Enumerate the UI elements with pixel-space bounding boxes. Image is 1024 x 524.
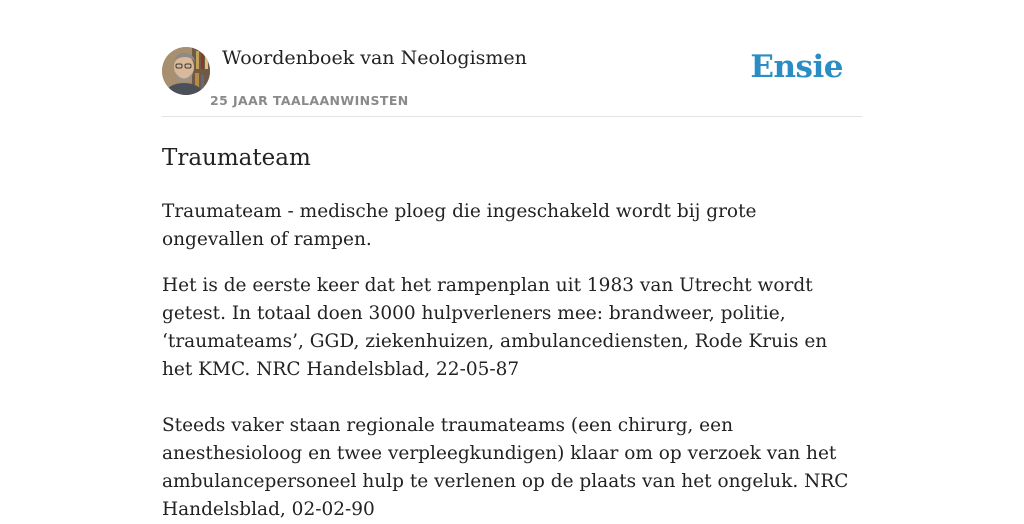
author-name[interactable]: Woordenboek van Neologismen — [222, 47, 527, 69]
header — [162, 44, 862, 117]
brand-logo[interactable]: Ensie — [750, 49, 843, 85]
author-tagline: 25 JAAR TAALAANWINSTEN — [210, 93, 409, 108]
entry-card — [162, 44, 862, 524]
entry-title: Traumateam — [162, 145, 311, 171]
author-portrait-icon[interactable] — [162, 47, 210, 95]
entry-definition: Traumateam - medische ploeg die ingeschakeld wordt bij grote ongevallen of rampen. — [162, 201, 757, 250]
entry-quote: Steeds vaker staan regionale traumateams (een chirurg, een anesthesioloog en twee verpleegkundigen) klaar om op verzoek van het ambulancepersoneel hulp te verlenen op de plaats van het ongeluk. NRC Handelsblad, 02-02-90 — [162, 415, 849, 520]
entry-quote: Het is de eerste keer dat het rampenplan uit 1983 van Utrecht wordt getest. In totaal doen 3000 hulpverleners mee: brandweer, politie, ‘traumateams’, GGD, ziekenhuizen, ambulancediensten, Rode Kruis en het KMC. NRC Handelsblad, 22-05-87 — [162, 275, 828, 380]
